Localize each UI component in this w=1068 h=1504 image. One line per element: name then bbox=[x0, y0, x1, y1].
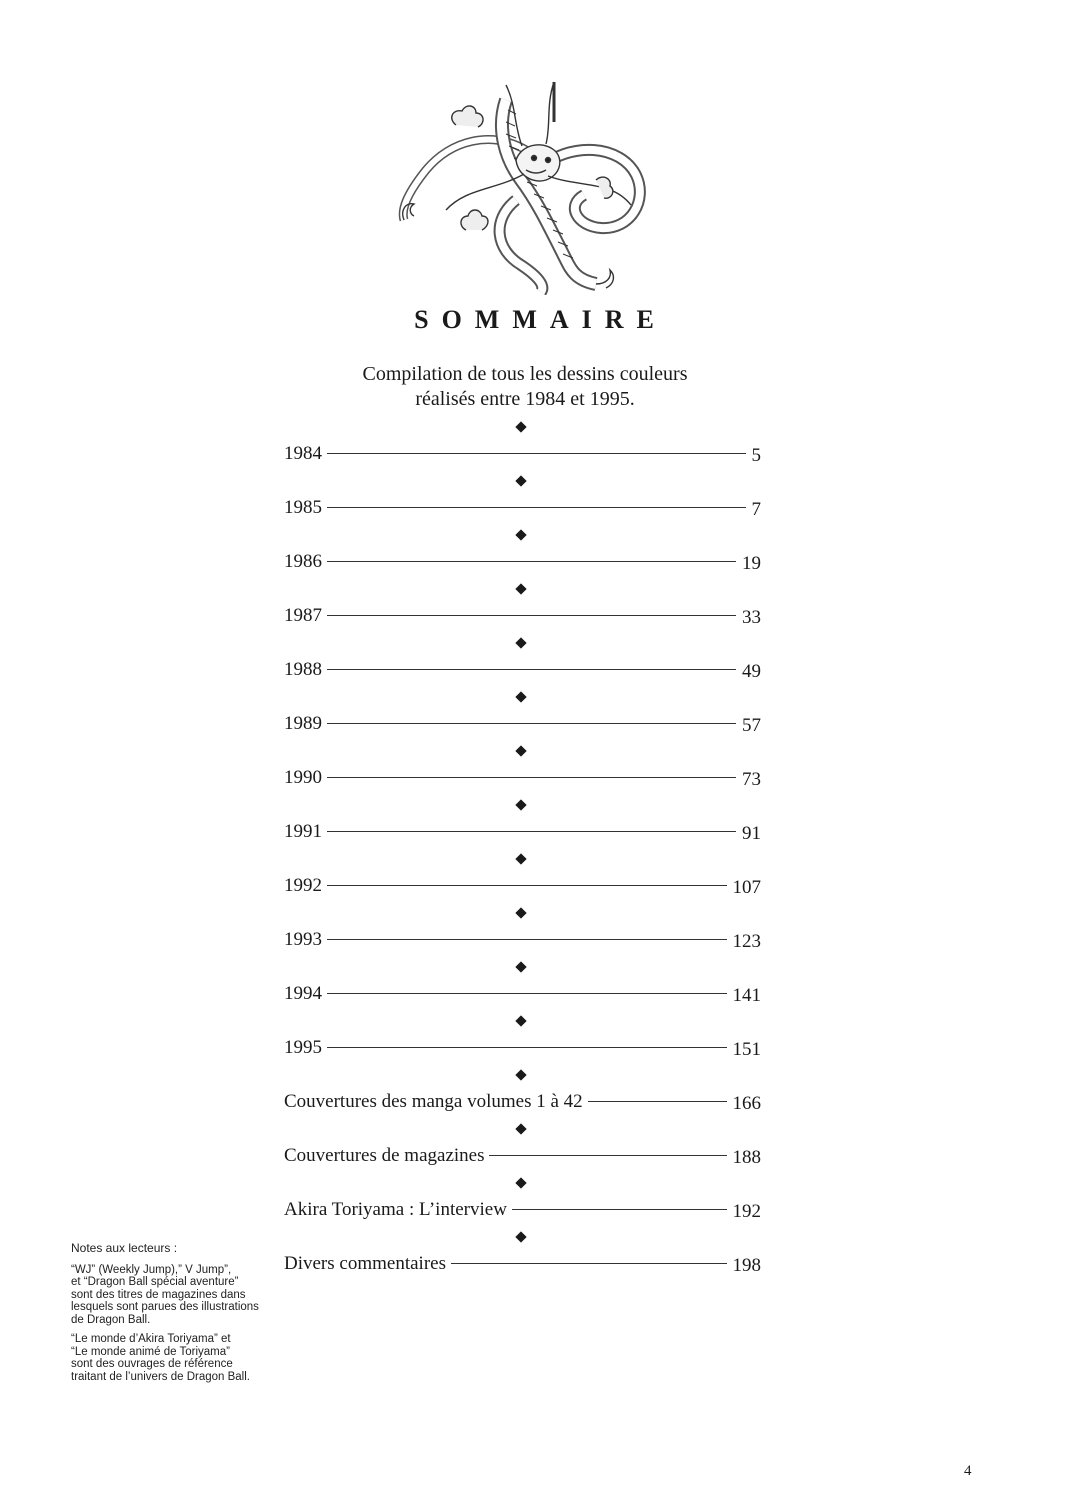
toc-leader-line bbox=[327, 777, 736, 778]
toc-leader-line bbox=[327, 939, 727, 940]
diamond-separator-icon bbox=[280, 578, 761, 600]
toc-leader-line bbox=[512, 1209, 727, 1210]
notes-heading: Notes aux lecteurs : bbox=[71, 1241, 178, 1255]
toc-entry[interactable] bbox=[284, 438, 761, 470]
notes-paragraph: “Le monde d’Akira Toriyama” et “Le monde animé de Toriyama” sont des ouvrages de référence traitant de l’univers de Dragon Ball. bbox=[71, 1333, 250, 1383]
toc-entry-label: 1984 bbox=[284, 443, 322, 464]
dragon-illustration-icon bbox=[396, 70, 651, 295]
diamond-separator-icon bbox=[280, 416, 761, 438]
toc-entry[interactable] bbox=[284, 1248, 761, 1280]
toc-entry-page: 123 bbox=[732, 931, 761, 952]
toc-leader-line bbox=[327, 1047, 727, 1048]
diamond-separator-icon bbox=[280, 1226, 761, 1248]
toc-entry-label: 1993 bbox=[284, 929, 322, 950]
subtitle bbox=[0, 362, 1050, 412]
subtitle-line: Compilation de tous les dessins couleurs bbox=[362, 363, 688, 385]
subtitle-line: réalisés entre 1984 et 1995. bbox=[415, 388, 635, 410]
toc-leader-line bbox=[327, 507, 746, 508]
toc-entry-page: 141 bbox=[732, 985, 761, 1006]
notes-paragraph: “WJ” (Weekly Jump),” V Jump”, et “Dragon Ball spécial aventure” sont des titres de magazines dans lesquels sont parues des illustrations de Dragon Ball. bbox=[71, 1263, 259, 1326]
toc-entry[interactable] bbox=[284, 978, 761, 1010]
reader-notes bbox=[71, 1242, 281, 1390]
page-number: 4 bbox=[964, 1463, 972, 1479]
toc-entry-page: 49 bbox=[742, 661, 761, 682]
toc-entry[interactable] bbox=[284, 546, 761, 578]
toc-entry[interactable] bbox=[284, 1086, 761, 1118]
toc-entry-label: Couvertures des manga volumes 1 à 42 bbox=[284, 1091, 583, 1112]
toc-entry[interactable] bbox=[284, 654, 761, 686]
toc-entry-page: 166 bbox=[732, 1093, 761, 1114]
toc-entry[interactable] bbox=[284, 1140, 761, 1172]
toc-entry-label: 1994 bbox=[284, 983, 322, 1004]
toc-leader-line bbox=[327, 669, 736, 670]
toc-leader-line bbox=[327, 453, 746, 454]
toc-leader-line bbox=[489, 1155, 726, 1156]
diamond-separator-icon bbox=[280, 632, 761, 654]
toc-entry-label: 1985 bbox=[284, 497, 322, 518]
toc-entry[interactable] bbox=[284, 870, 761, 902]
toc-entry-page: 7 bbox=[751, 499, 761, 520]
toc-entry-label: 1988 bbox=[284, 659, 322, 680]
table-of-contents bbox=[284, 416, 761, 1280]
diamond-separator-icon bbox=[280, 524, 761, 546]
toc-entry-label: Couvertures de magazines bbox=[284, 1145, 485, 1166]
diamond-separator-icon bbox=[280, 1118, 761, 1140]
toc-leader-line bbox=[327, 561, 736, 562]
toc-entry-page: 57 bbox=[742, 715, 761, 736]
toc-entry[interactable] bbox=[284, 1194, 761, 1226]
toc-entry[interactable] bbox=[284, 762, 761, 794]
toc-entry-label: Divers commentaires bbox=[284, 1253, 446, 1274]
toc-entry-page: 151 bbox=[732, 1039, 761, 1060]
toc-leader-line bbox=[327, 993, 727, 994]
toc-leader-line bbox=[327, 723, 736, 724]
diamond-separator-icon bbox=[280, 686, 761, 708]
toc-entry-page: 188 bbox=[732, 1147, 761, 1168]
diamond-separator-icon bbox=[280, 794, 761, 816]
diamond-separator-icon bbox=[280, 740, 761, 762]
toc-entry-label: Akira Toriyama : L’interview bbox=[284, 1199, 507, 1220]
toc-entry[interactable] bbox=[284, 924, 761, 956]
toc-entry-page: 91 bbox=[742, 823, 761, 844]
toc-entry-label: 1989 bbox=[284, 713, 322, 734]
toc-entry-label: 1987 bbox=[284, 605, 322, 626]
toc-entry-label: 1986 bbox=[284, 551, 322, 572]
toc-entry-page: 198 bbox=[732, 1255, 761, 1276]
diamond-separator-icon bbox=[280, 848, 761, 870]
toc-leader-line bbox=[327, 615, 736, 616]
toc-entry-label: 1991 bbox=[284, 821, 322, 842]
toc-entry-label: 1995 bbox=[284, 1037, 322, 1058]
toc-entry[interactable] bbox=[284, 492, 761, 524]
toc-entry-page: 33 bbox=[742, 607, 761, 628]
toc-entry-page: 19 bbox=[742, 553, 761, 574]
toc-entry-label: 1992 bbox=[284, 875, 322, 896]
diamond-separator-icon bbox=[280, 470, 761, 492]
toc-leader-line bbox=[451, 1263, 727, 1264]
toc-leader-line bbox=[327, 831, 736, 832]
toc-leader-line bbox=[327, 885, 727, 886]
toc-entry[interactable] bbox=[284, 600, 761, 632]
toc-entry-page: 192 bbox=[732, 1201, 761, 1222]
toc-entry-page: 107 bbox=[732, 877, 761, 898]
toc-entry-label: 1990 bbox=[284, 767, 322, 788]
toc-entry[interactable] bbox=[284, 708, 761, 740]
diamond-separator-icon bbox=[280, 1172, 761, 1194]
toc-entry-page: 5 bbox=[751, 445, 761, 466]
page-title: SOMMAIRE bbox=[414, 305, 667, 334]
toc-leader-line bbox=[588, 1101, 727, 1102]
diamond-separator-icon bbox=[280, 1064, 761, 1086]
diamond-separator-icon bbox=[280, 956, 761, 978]
diamond-separator-icon bbox=[280, 1010, 761, 1032]
toc-entry[interactable] bbox=[284, 1032, 761, 1064]
diamond-separator-icon bbox=[280, 902, 761, 924]
toc-entry[interactable] bbox=[284, 816, 761, 848]
toc-entry-page: 73 bbox=[742, 769, 761, 790]
